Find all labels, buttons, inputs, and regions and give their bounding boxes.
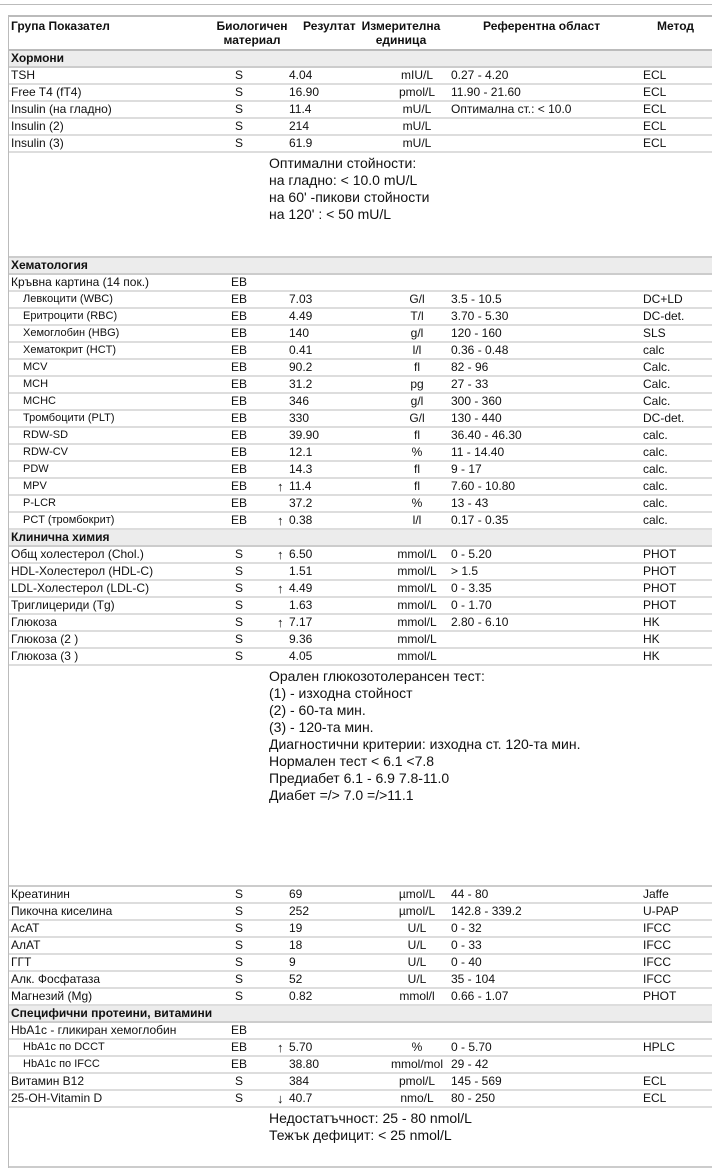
reference-range: 29 - 42 — [451, 1057, 489, 1071]
note-line: (1) - изходна стойност — [269, 685, 413, 701]
method: ECL — [643, 1074, 667, 1088]
table-row — [9, 1040, 712, 1057]
test-name: АсАТ — [11, 921, 40, 935]
unit: pmol/L — [398, 85, 436, 99]
note-line: (2) - 60-та мин. — [269, 702, 366, 718]
test-name: Free T4 (fT4) — [11, 85, 82, 99]
test-name: Левкоцити (WBC) — [23, 293, 113, 305]
table-row — [9, 1057, 712, 1074]
test-name: RDW-SD — [23, 429, 69, 441]
arrow-up-icon: ↑ — [277, 513, 284, 528]
material: S — [234, 887, 243, 901]
table-row — [9, 496, 712, 513]
material: EB — [231, 309, 248, 323]
table-row — [9, 955, 712, 972]
reference-range: 44 - 80 — [451, 887, 489, 901]
material: EB — [231, 1040, 248, 1054]
result-value: 6.50 — [289, 547, 313, 561]
reference-range: 7.60 - 10.80 — [451, 479, 516, 493]
table-row — [9, 513, 712, 530]
material: S — [234, 85, 243, 99]
unit: µmol/L — [398, 887, 436, 901]
result-value: 1.63 — [289, 598, 313, 612]
unit: l/l — [412, 513, 422, 527]
table-row — [9, 598, 712, 615]
table-row — [9, 615, 712, 632]
result-value: 14.3 — [289, 462, 313, 476]
material: S — [234, 564, 243, 578]
note-line: Орален глюкозотолерансен тест: — [269, 668, 485, 684]
unit: mU/L — [402, 119, 432, 133]
table-row — [9, 428, 712, 445]
table-row — [9, 1091, 712, 1108]
table-row — [9, 377, 712, 394]
unit: nmo/L — [400, 1091, 434, 1105]
unit: fl — [414, 462, 420, 476]
reference-range: 3.5 - 10.5 — [451, 292, 502, 306]
arrow-up-icon: ↑ — [277, 581, 284, 596]
result-value: 214 — [289, 119, 310, 133]
result-value: 38.80 — [289, 1057, 320, 1071]
result-value: 31.2 — [289, 377, 313, 391]
result-value: 0.41 — [289, 343, 313, 357]
method: Calc. — [643, 394, 671, 408]
test-name: Хемоглобин (HBG) — [23, 327, 120, 339]
unit: % — [411, 496, 423, 510]
result-value: 52 — [289, 972, 303, 986]
reference-range: 27 - 33 — [451, 377, 489, 391]
method: ECL — [643, 102, 667, 116]
top-divider — [0, 0, 712, 5]
unit: mmol/L — [397, 564, 437, 578]
unit: pmol/L — [398, 1074, 436, 1088]
result-value: 5.70 — [289, 1040, 313, 1054]
unit: mmol/L — [397, 581, 437, 595]
unit: g/l — [410, 326, 424, 340]
reference-range: 36.40 - 46.30 — [451, 428, 522, 442]
result-value: 140 — [289, 326, 310, 340]
test-name: HDL-Холестерол (HDL-C) — [11, 564, 154, 578]
unit: mmol/L — [397, 615, 437, 629]
method: DC-det. — [643, 309, 685, 323]
test-name: MCV — [23, 361, 48, 373]
arrow-up-icon: ↑ — [277, 1040, 284, 1055]
table-row — [9, 1074, 712, 1091]
result-value: 9 — [289, 955, 296, 969]
unit: % — [411, 445, 423, 459]
material: S — [234, 1074, 243, 1088]
test-name: TSH — [11, 68, 35, 82]
method: ECL — [643, 119, 667, 133]
table-row — [9, 68, 712, 85]
unit: fl — [414, 479, 420, 493]
material: EB — [231, 479, 248, 493]
result-value: 11.4 — [289, 479, 312, 493]
result-value: 0.38 — [289, 513, 313, 527]
material: S — [234, 119, 243, 133]
test-name: Магнезий (Mg) — [11, 989, 93, 1003]
table-row — [9, 547, 712, 564]
note-line: Недостатъчност: 25 - 80 nmol/L — [269, 1110, 472, 1126]
table-row — [9, 119, 712, 136]
header-reference: Референтна област — [483, 19, 601, 33]
table-header — [9, 15, 712, 51]
method: IFCC — [643, 972, 671, 986]
unit: mmol/L — [397, 598, 437, 612]
test-name: P-LCR — [23, 497, 57, 509]
table-row — [9, 972, 712, 989]
test-name: MCH — [23, 378, 49, 390]
test-name: ГГТ — [11, 955, 32, 969]
reference-range: Оптимална ст.: < 10.0 — [451, 102, 572, 116]
result-value: 19 — [289, 921, 303, 935]
material: EB — [231, 445, 248, 459]
result-value: 90.2 — [289, 360, 313, 374]
result-value: 4.04 — [289, 68, 313, 82]
reference-range: 0 - 5.70 — [451, 1040, 492, 1054]
unit: mU/L — [402, 102, 432, 116]
arrow-up-icon: ↑ — [277, 615, 284, 630]
material: S — [234, 632, 243, 646]
section-header: Клинична химия — [9, 530, 712, 547]
table-row — [9, 462, 712, 479]
unit: U/L — [407, 955, 427, 969]
reference-range: 80 - 250 — [451, 1091, 496, 1105]
result-value: 252 — [289, 904, 310, 918]
method: IFCC — [643, 921, 671, 935]
unit: U/L — [407, 938, 427, 952]
method: PHOT — [643, 547, 677, 561]
material: EB — [231, 360, 248, 374]
material: EB — [231, 292, 248, 306]
note-line: (3) - 120-та мин. — [269, 719, 374, 735]
method: PHOT — [643, 581, 677, 595]
table-row — [9, 649, 712, 666]
material: S — [234, 598, 243, 612]
material: S — [234, 921, 243, 935]
note-line: Нормален тест < 6.1 <7.8 — [269, 753, 435, 769]
header-group: Група Показател — [11, 19, 110, 33]
test-name: HbA1c - гликиран хемоглобин — [11, 1023, 177, 1037]
table-row — [9, 989, 712, 1006]
method: Calc. — [643, 377, 671, 391]
test-name: Витамин B12 — [11, 1074, 85, 1088]
method: calc. — [643, 479, 668, 493]
material: S — [234, 1091, 243, 1105]
test-name: Глюкоза (2 ) — [11, 632, 79, 646]
method: HK — [643, 632, 660, 646]
test-name: Креатинин — [11, 887, 70, 901]
table-row — [9, 326, 712, 343]
result-value: 0.82 — [289, 989, 313, 1003]
table-row — [9, 632, 712, 649]
reference-range: 0 - 40 — [451, 955, 482, 969]
material: EB — [231, 326, 248, 340]
result-value: 4.49 — [289, 581, 313, 595]
method: ECL — [643, 85, 667, 99]
test-name: Общ холестерол (Chol.) — [11, 547, 144, 561]
arrow-down-icon: ↓ — [277, 1091, 284, 1106]
unit: T/l — [410, 309, 424, 323]
method: calc. — [643, 428, 668, 442]
unit: G/l — [409, 411, 425, 425]
note-line: Диабет =/> 7.0 =/>11.1 — [269, 787, 414, 803]
result-value: 16.90 — [289, 85, 320, 99]
section-header: Специфични протеини, витамини — [9, 1006, 712, 1023]
material: S — [234, 581, 243, 595]
test-name: 25-OH-Vitamin D — [11, 1091, 103, 1105]
material: EB — [231, 1057, 248, 1071]
result-value: 1.51 — [289, 564, 313, 578]
result-value: 7.03 — [289, 292, 313, 306]
method: calc. — [643, 513, 668, 527]
arrow-up-icon: ↑ — [277, 547, 284, 562]
lab-results-table — [8, 15, 712, 1168]
note-line: Оптимални стойности: — [269, 155, 417, 171]
reference-range: 35 - 104 — [451, 972, 496, 986]
result-value: 37.2 — [289, 496, 313, 510]
result-value: 11.4 — [289, 102, 312, 116]
method: ECL — [643, 136, 667, 150]
note-line: Предиабет 6.1 - 6.9 7.8-11.0 — [269, 770, 450, 786]
method: SLS — [643, 326, 666, 340]
material: S — [234, 136, 243, 150]
comment-note — [9, 1108, 712, 1168]
material: EB — [231, 343, 248, 357]
result-value: 39.90 — [289, 428, 320, 442]
reference-range: 0.17 - 0.35 — [451, 513, 509, 527]
unit: pg — [410, 377, 424, 391]
reference-range: 145 - 569 — [451, 1074, 502, 1088]
method: calc. — [643, 445, 668, 459]
table-row — [9, 479, 712, 496]
unit: mU/L — [402, 136, 432, 150]
test-name: Тромбоцити (PLT) — [23, 412, 115, 424]
test-name: HbA1c по IFCC — [23, 1058, 100, 1070]
unit: l/l — [412, 343, 422, 357]
material: S — [234, 615, 243, 629]
material: EB — [231, 377, 248, 391]
unit: mmol/L — [397, 547, 437, 561]
table-row — [9, 275, 712, 292]
table-row — [9, 938, 712, 955]
method: calc — [643, 343, 665, 357]
result-value: 7.17 — [289, 615, 313, 629]
reference-range: 142.8 - 339.2 — [451, 904, 522, 918]
table-row — [9, 292, 712, 309]
table-row — [9, 394, 712, 411]
method: calc. — [643, 496, 668, 510]
material: S — [234, 649, 243, 663]
table-row — [9, 136, 712, 153]
method: IFCC — [643, 955, 671, 969]
material: EB — [231, 1023, 248, 1037]
unit: mIU/L — [400, 68, 433, 82]
test-name: Пикочна киселина — [11, 904, 113, 918]
method: ECL — [643, 1091, 667, 1105]
method: Calc. — [643, 360, 671, 374]
reference-range: 0.36 - 0.48 — [451, 343, 509, 357]
material: S — [234, 955, 243, 969]
test-name: Insulin (на гладно) — [11, 102, 112, 116]
unit: U/L — [407, 921, 427, 935]
result-value: 18 — [289, 938, 303, 952]
unit: U/L — [407, 972, 427, 986]
reference-range: > 1.5 — [451, 564, 479, 578]
test-name: Insulin (2) — [11, 119, 64, 133]
method: U-PAP — [643, 904, 679, 918]
method: HK — [643, 615, 660, 629]
note-line: на 120' : < 50 mU/L — [269, 206, 392, 222]
test-name: Глюкоза — [11, 615, 57, 629]
reference-range: 2.80 - 6.10 — [451, 615, 509, 629]
section-header: Хематология — [9, 258, 712, 275]
unit: mmol/L — [397, 649, 437, 663]
material: EB — [231, 275, 248, 289]
method: PHOT — [643, 989, 677, 1003]
reference-range: 120 - 160 — [451, 326, 502, 340]
unit: mmol/mol — [390, 1057, 443, 1071]
table-row — [9, 445, 712, 462]
test-name: PCT (тромбокрит) — [23, 514, 115, 526]
reference-range: 3.70 - 5.30 — [451, 309, 509, 323]
test-name: Глюкоза (3 ) — [11, 649, 79, 663]
method: calc. — [643, 462, 668, 476]
method: HK — [643, 649, 660, 663]
material: EB — [231, 462, 248, 476]
unit: mmol/L — [397, 632, 437, 646]
result-value: 9.36 — [289, 632, 313, 646]
material: S — [234, 904, 243, 918]
material: S — [234, 68, 243, 82]
test-name: PDW — [23, 463, 49, 475]
table-row — [9, 564, 712, 581]
material: EB — [231, 513, 248, 527]
table-body — [9, 51, 712, 1168]
reference-range: 130 - 440 — [451, 411, 502, 425]
unit: G/l — [409, 292, 425, 306]
header-material: Биологичен материал — [216, 19, 288, 47]
result-value: 61.9 — [289, 136, 313, 150]
material: S — [234, 547, 243, 561]
method: IFCC — [643, 938, 671, 952]
note-line: на гладно: < 10.0 mU/L — [269, 172, 418, 188]
header-unit: Измерителна единица — [361, 19, 441, 47]
unit: fl — [414, 428, 420, 442]
result-value: 40.7 — [289, 1091, 313, 1105]
result-value: 346 — [289, 394, 310, 408]
reference-range: 0 - 3.35 — [451, 581, 492, 595]
method: Jaffe — [643, 887, 669, 901]
result-value: 384 — [289, 1074, 310, 1088]
result-value: 4.49 — [289, 309, 313, 323]
reference-range: 0 - 1.70 — [451, 598, 492, 612]
table-row — [9, 102, 712, 119]
table-row — [9, 904, 712, 921]
result-value: 12.1 — [289, 445, 313, 459]
material: EB — [231, 428, 248, 442]
table-row — [9, 1023, 712, 1040]
material: S — [234, 938, 243, 952]
reference-range: 9 - 17 — [451, 462, 482, 476]
method: ECL — [643, 68, 667, 82]
result-value: 4.05 — [289, 649, 313, 663]
reference-range: 0 - 32 — [451, 921, 482, 935]
reference-range: 13 - 43 — [451, 496, 489, 510]
table-row — [9, 85, 712, 102]
test-name: Кръвна картина (14 пок.) — [11, 275, 150, 289]
test-name: RDW-CV — [23, 446, 69, 458]
table-row — [9, 309, 712, 326]
test-name: MPV — [23, 480, 47, 492]
unit: fl — [414, 360, 420, 374]
test-name: Хематокрит (HCT) — [23, 344, 117, 356]
test-name: Insulin (3) — [11, 136, 64, 150]
table-row — [9, 921, 712, 938]
test-name: АлАТ — [11, 938, 41, 952]
test-name: Еритроцити (RBC) — [23, 310, 118, 322]
unit: g/l — [410, 394, 424, 408]
header-result: Резултат — [303, 19, 356, 33]
comment-note — [9, 153, 712, 258]
method: DC+LD — [643, 292, 683, 306]
reference-range: 11 - 14.40 — [451, 445, 505, 459]
reference-range: 0 - 33 — [451, 938, 482, 952]
note-line: Тежък дефицит: < 25 nmol/L — [269, 1127, 452, 1143]
result-value: 330 — [289, 411, 310, 425]
reference-range: 0.27 - 4.20 — [451, 68, 509, 82]
method: PHOT — [643, 598, 677, 612]
section-header: Хормони — [9, 51, 712, 68]
material: EB — [231, 496, 248, 510]
result-value: 69 — [289, 887, 303, 901]
method: HPLC — [643, 1040, 676, 1054]
material: EB — [231, 394, 248, 408]
header-method: Метод — [657, 19, 695, 33]
table-row — [9, 360, 712, 377]
unit: % — [411, 1040, 423, 1054]
material: S — [234, 102, 243, 116]
reference-range: 300 - 360 — [451, 394, 502, 408]
material: S — [234, 972, 243, 986]
table-row — [9, 887, 712, 904]
table-row — [9, 343, 712, 360]
method: DC-det. — [643, 411, 685, 425]
test-name: Триглицериди (Tg) — [11, 598, 115, 612]
material: S — [234, 989, 243, 1003]
table-row — [9, 411, 712, 428]
reference-range: 0 - 5.20 — [451, 547, 492, 561]
unit: mmol/l — [399, 989, 435, 1003]
note-line: на 60' -пикови стойности — [269, 189, 430, 205]
material: EB — [231, 411, 248, 425]
test-name: LDL-Холестерол (LDL-C) — [11, 581, 150, 595]
comment-note — [9, 666, 712, 887]
arrow-up-icon: ↑ — [277, 479, 284, 494]
table-row — [9, 581, 712, 598]
unit: µmol/L — [398, 904, 436, 918]
method: PHOT — [643, 564, 677, 578]
test-name: HbA1c по DCCT — [23, 1041, 105, 1053]
test-name: MCHC — [23, 395, 56, 407]
test-name: Алк. Фосфатаза — [11, 972, 101, 986]
reference-range: 0.66 - 1.07 — [451, 989, 509, 1003]
reference-range: 11.90 - 21.60 — [451, 85, 521, 99]
note-line: Диагностични критерии: изходна ст. 120-та мин. — [269, 736, 581, 752]
reference-range: 82 - 96 — [451, 360, 489, 374]
